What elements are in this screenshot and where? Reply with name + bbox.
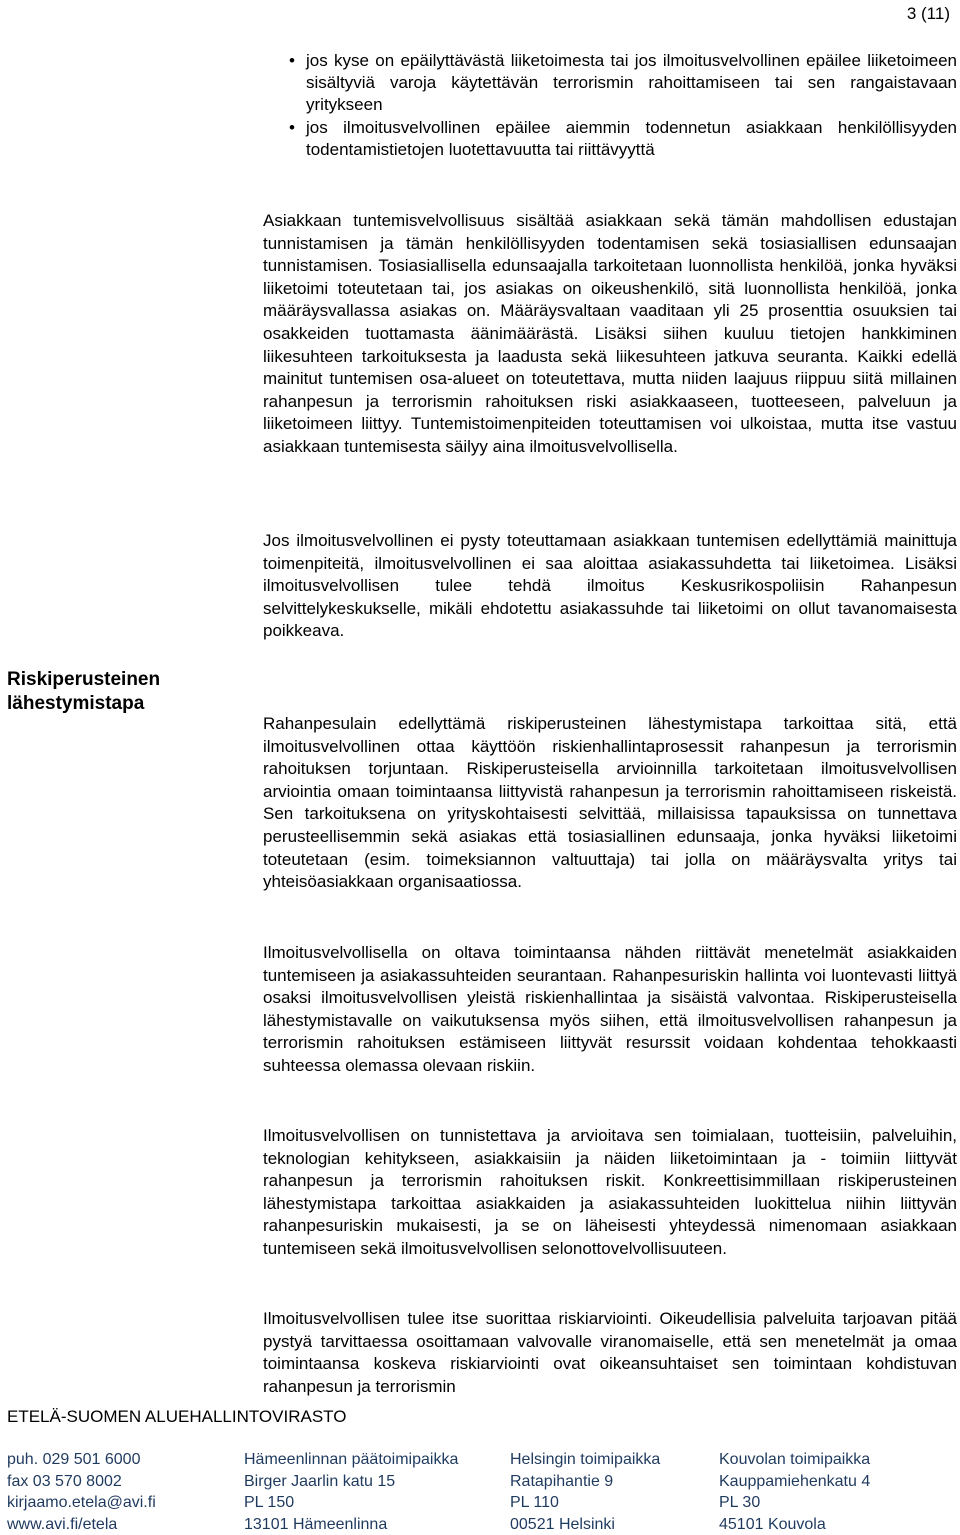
footer-hameenlinna	[244, 1449, 458, 1535]
bullet-item: • jos kyse on epäilyttävästä liiketoimesta tai jos ilmoitusvelvollinen epäilee liiketoimeen sisältyviä varoja käytettävän terrorismin rahoittamiseen tai sen rangaistavaan yritykseen	[263, 50, 957, 117]
footer-line: 00521 Helsinki	[510, 1514, 660, 1535]
agency-name: ETELÄ-SUOMEN ALUEHALLINTOVIRASTO	[7, 1406, 346, 1428]
footer-website-link[interactable]: www.avi.fi/etela	[7, 1514, 156, 1535]
bullet-list	[263, 50, 957, 161]
bullet-item: • jos ilmoitusvelvollinen epäilee aiemmin todennetun asiakkaan henkilöllisyyden todentamistietojen luotettavuutta tai riittävyyttä	[263, 117, 957, 161]
footer-contact	[7, 1449, 156, 1535]
footer	[0, 1449, 960, 1533]
footer-phone: puh. 029 501 6000	[7, 1449, 156, 1471]
footer-line: 45101 Kouvola	[719, 1514, 870, 1535]
footer-line: Ratapihantie 9	[510, 1471, 660, 1493]
page-number: 3 (11)	[907, 3, 950, 25]
footer-line: Hämeenlinnan päätoimipaikka	[244, 1449, 458, 1471]
side-heading: Riskiperusteinen lähestymistapa	[7, 668, 257, 716]
paragraph-risk-identification: Ilmoitusvelvollisen on tunnistettava ja arvioitava sen toimialaan, tuotteisiin, palveluihin, teknologian kehitykseen, asiakkaisiin ja näiden liiketoimintaan ja - toimiin liittyvät rahanpesun ja terrorismin rahoituksen riskit. Konkreettisimmillaan riskiperusteinen lähestymistapa tarkoittaa asiakkaiden ja asiakassuhteiden luokittelua niihin liittyvän rahanpesuriskin mukaisesti, ja se on läheisesti yhteydessä nimenomaan asiakkaan tuntemiseen sekä ilmoitusvelvollisen selonottovelvollisuuteen.	[263, 1125, 957, 1261]
footer-kouvola	[719, 1449, 870, 1535]
footer-helsinki	[510, 1449, 660, 1535]
footer-line: Birger Jaarlin katu 15	[244, 1471, 458, 1493]
footer-line: PL 30	[719, 1492, 870, 1514]
footer-fax: fax 03 570 8002	[7, 1471, 156, 1493]
footer-line: Kauppamiehenkatu 4	[719, 1471, 870, 1493]
footer-line: PL 110	[510, 1492, 660, 1514]
footer-line: Helsingin toimipaikka	[510, 1449, 660, 1471]
footer-line: PL 150	[244, 1492, 458, 1514]
footer-line: 13101 Hämeenlinna	[244, 1514, 458, 1535]
paragraph-customer-due-diligence: Asiakkaan tuntemisvelvollisuus sisältää asiakkaan sekä tämän mahdollisen edustajan tunnistamisen ja tämän henkilöllisyyden todentamisen sekä tosiasiallisen edunsaajan tunnistamisen. Tosiasiallisella edunsaajalla tarkoitetaan luonnollista henkilöä, jonka hyväksi liiketoimi toteutetaan tai, jos asiakas on oikeushenkilö, sitä luonnollista henkilöä, jonka määräysvallassa asiakas on. Määräysvaltaan vaaditaan yli 25 prosenttia osuuksien tai osakkeiden tuottamasta äänimäärästä. Lisäksi siihen kuuluu tietojen hankkiminen liikesuhteen tarkoituksesta ja laadusta sekä liikesuhteen jatkuva seuranta. Kaikki edellä mainitut tuntemisen osa-alueet on toteutettava, mutta niiden laajuus riippuu siitä millainen rahanpesun ja terrorismin rahoituksen riski asiakkaaseen, tuotteeseen, palveluun ja liiketoimeen liittyy. Tuntemistoimenpiteiden toteuttamisen voi ulkoistaa, mutta itse vastuu asiakkaan tuntemisesta säilyy aina ilmoitusvelvollisella.	[263, 210, 957, 459]
paragraph-risk-based-approach: Rahanpesulain edellyttämä riskiperusteinen lähestymistapa tarkoittaa sitä, että ilmoitusvelvollinen ottaa käyttöön riskienhallintaprosessit rahanpesun ja terrorismin rahoituksen torjuntaan. Riskiperusteisella arvioinnilla tarkoitetaan ilmoitusvelvollisen arviointia omaan toimintaansa liittyvistä rahanpesun ja terrorismin rahoittamiseen riskeistä. Sen tarkoituksena on yrityskohtaisesti selvittää, millaisissa tapauksissa on tunnettava perusteellisemmin sekä asiakas että tosiasiallinen edunsaaja, jonka hyväksi liiketoimi toteutetaan (esim. toimeksiannon valtuuttaja) tai jolla on määräysvalta yritys tai yhteisöasiakkaan organisaatiossa.	[263, 713, 957, 894]
paragraph-methods: Ilmoitusvelvollisella on oltava toimintaansa nähden riittävät menetelmät asiakkaiden tuntemiseen ja asiakassuhteiden seurantaan. Rahanpesuriskin hallinta voi luontevasti liittyä osaksi ilmoitusvelvollisen yleistä riskienhallintaa ja sisäistä valvontaa. Riskiperusteisella lähestymistavalle on vaikutuksensa myös siihen, että ilmoitusvelvollisen rahanpesun ja terrorismin rahoituksen estämiseen liittyvät resurssit voidaan kohdentaa tehokkaasti suhteessa olemassa olevaan riskiin.	[263, 942, 957, 1078]
paragraph-inability-to-verify: Jos ilmoitusvelvollinen ei pysty toteuttamaan asiakkaan tuntemisen edellyttämiä mainittuja toimenpiteitä, ilmoitusvelvollinen ei saa aloittaa asiakassuhdetta tai liiketoimea. Lisäksi ilmoitusvelvollisen tulee tehdä ilmoitus Keskusrikospoliisin Rahanpesun selvittelykeskukselle, mikäli ehdotettu asiakassuhde tai liiketoimi on ollut tavanomaisesta poikkeava.	[263, 530, 957, 643]
footer-email-link[interactable]: kirjaamo.etela@avi.fi	[7, 1492, 156, 1514]
footer-line: Kouvolan toimipaikka	[719, 1449, 870, 1471]
paragraph-risk-assessment: Ilmoitusvelvollisen tulee itse suorittaa riskiarviointi. Oikeudellisia palveluita tarjoavan pitää pystyä tarvittaessa osoittamaan valvovalle viranomaiselle, että sen menetelmät ja omaa toimintaansa koskeva riskiarviointi ovat oikeansuhtaiset sen toimintaan kohdistuvan rahanpesun ja terrorismin	[263, 1308, 957, 1398]
